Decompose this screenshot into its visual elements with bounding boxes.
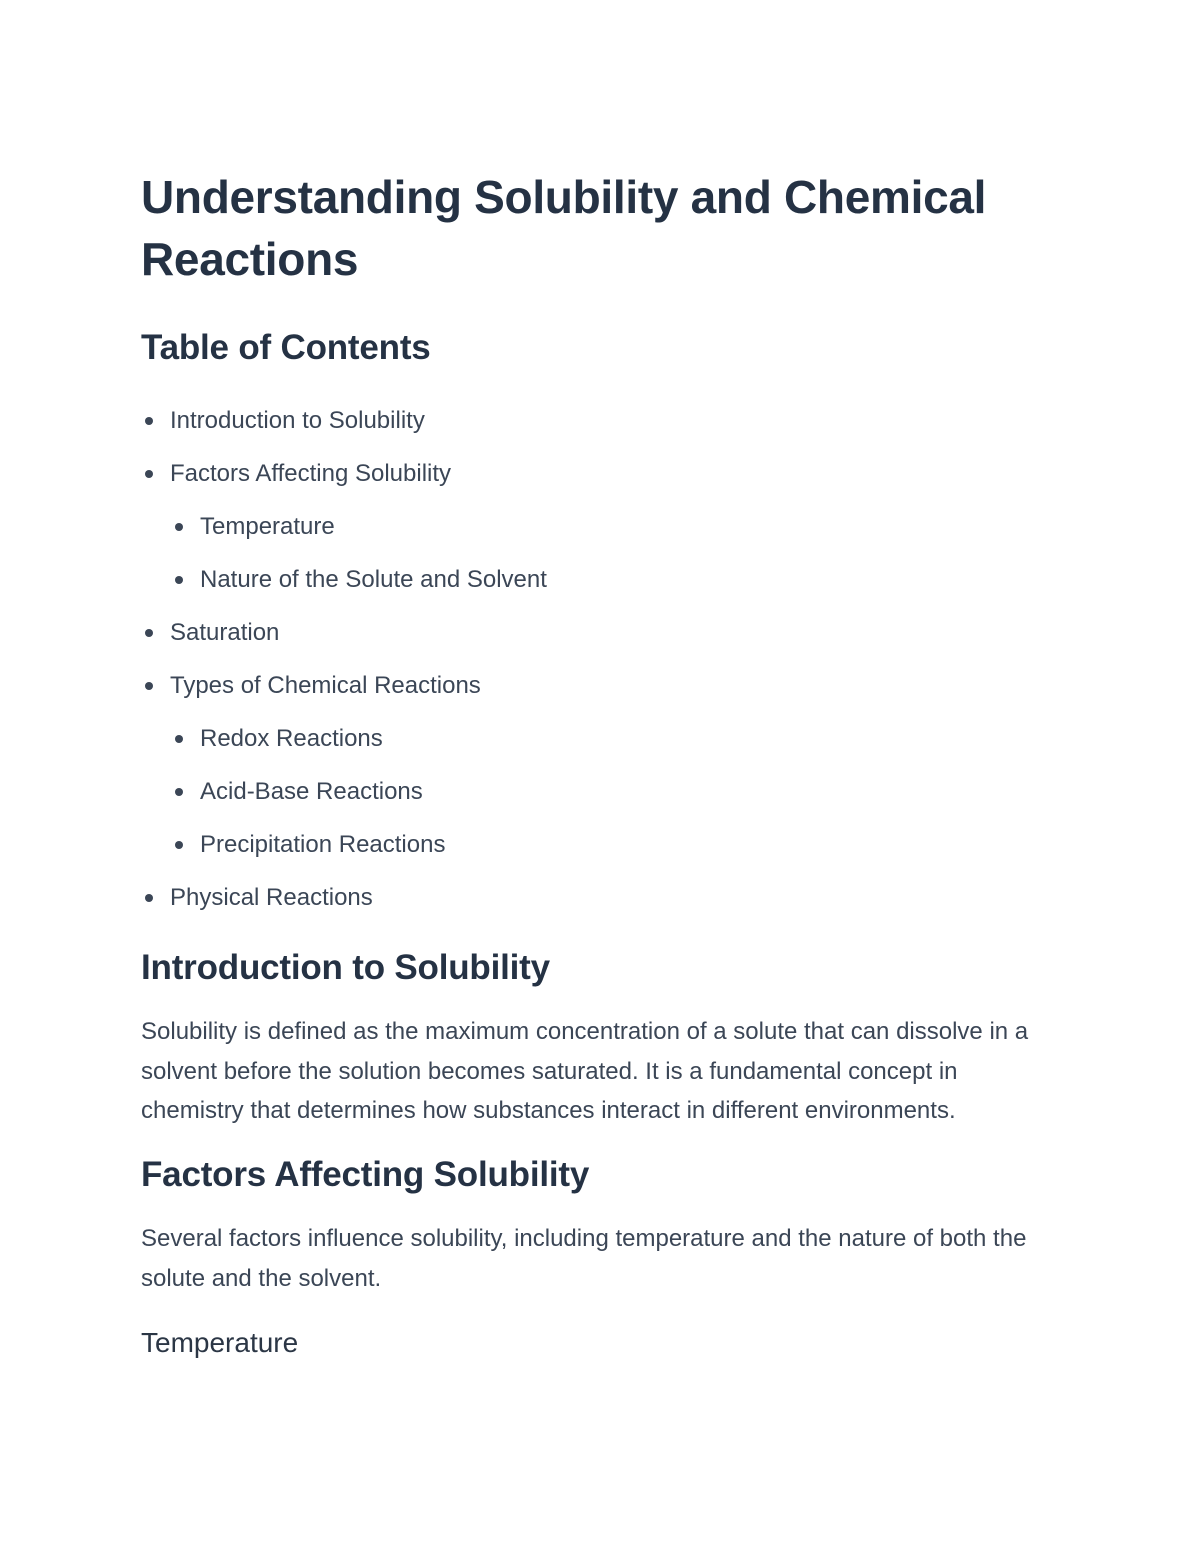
document-page	[141, 166, 1051, 1361]
toc-item-temperature[interactable]: Temperature	[141, 500, 1051, 553]
document-title: Understanding Solubility and Chemical Reactions	[141, 171, 987, 285]
subsection-heading-temperature: Temperature	[141, 1326, 299, 1358]
toc-item-redox-reactions[interactable]: Redox Reactions	[141, 712, 1051, 765]
toc-heading: Table of Contents	[141, 328, 431, 367]
section-heading-factors: Factors Affecting Solubility	[141, 1155, 590, 1195]
section-heading-introduction: Introduction to Solubility	[141, 948, 550, 987]
toc-item-saturation[interactable]: Saturation	[141, 606, 1051, 659]
toc-item-acid-base-reactions[interactable]: Acid-Base Reactions	[141, 765, 1051, 818]
toc-item-precipitation-reactions[interactable]: Precipitation Reactions	[141, 818, 1051, 871]
toc-item-factors-affecting-solubility[interactable]: Factors Affecting Solubility	[141, 447, 1051, 500]
toc-item-introduction-to-solubility[interactable]: Introduction to Solubility	[141, 394, 1051, 447]
toc-item-types-of-chemical-reactions[interactable]: Types of Chemical Reactions	[141, 659, 1051, 712]
toc-item-physical-reactions[interactable]: Physical Reactions	[141, 871, 1051, 924]
section-body-factors: Several factors influence solubility, including temperature and the nature of both the solute and the solvent.	[141, 1225, 1027, 1292]
table-of-contents	[141, 394, 1051, 924]
toc-item-nature-of-solute-and-solvent[interactable]: Nature of the Solute and Solvent	[141, 553, 1051, 606]
section-body-introduction: Solubility is defined as the maximum concentration of a solute that can dissolve in a solvent before the solution becomes saturated. It is a fundamental concept in chemistry that determines how substances interact in different environments.	[141, 1018, 1029, 1125]
